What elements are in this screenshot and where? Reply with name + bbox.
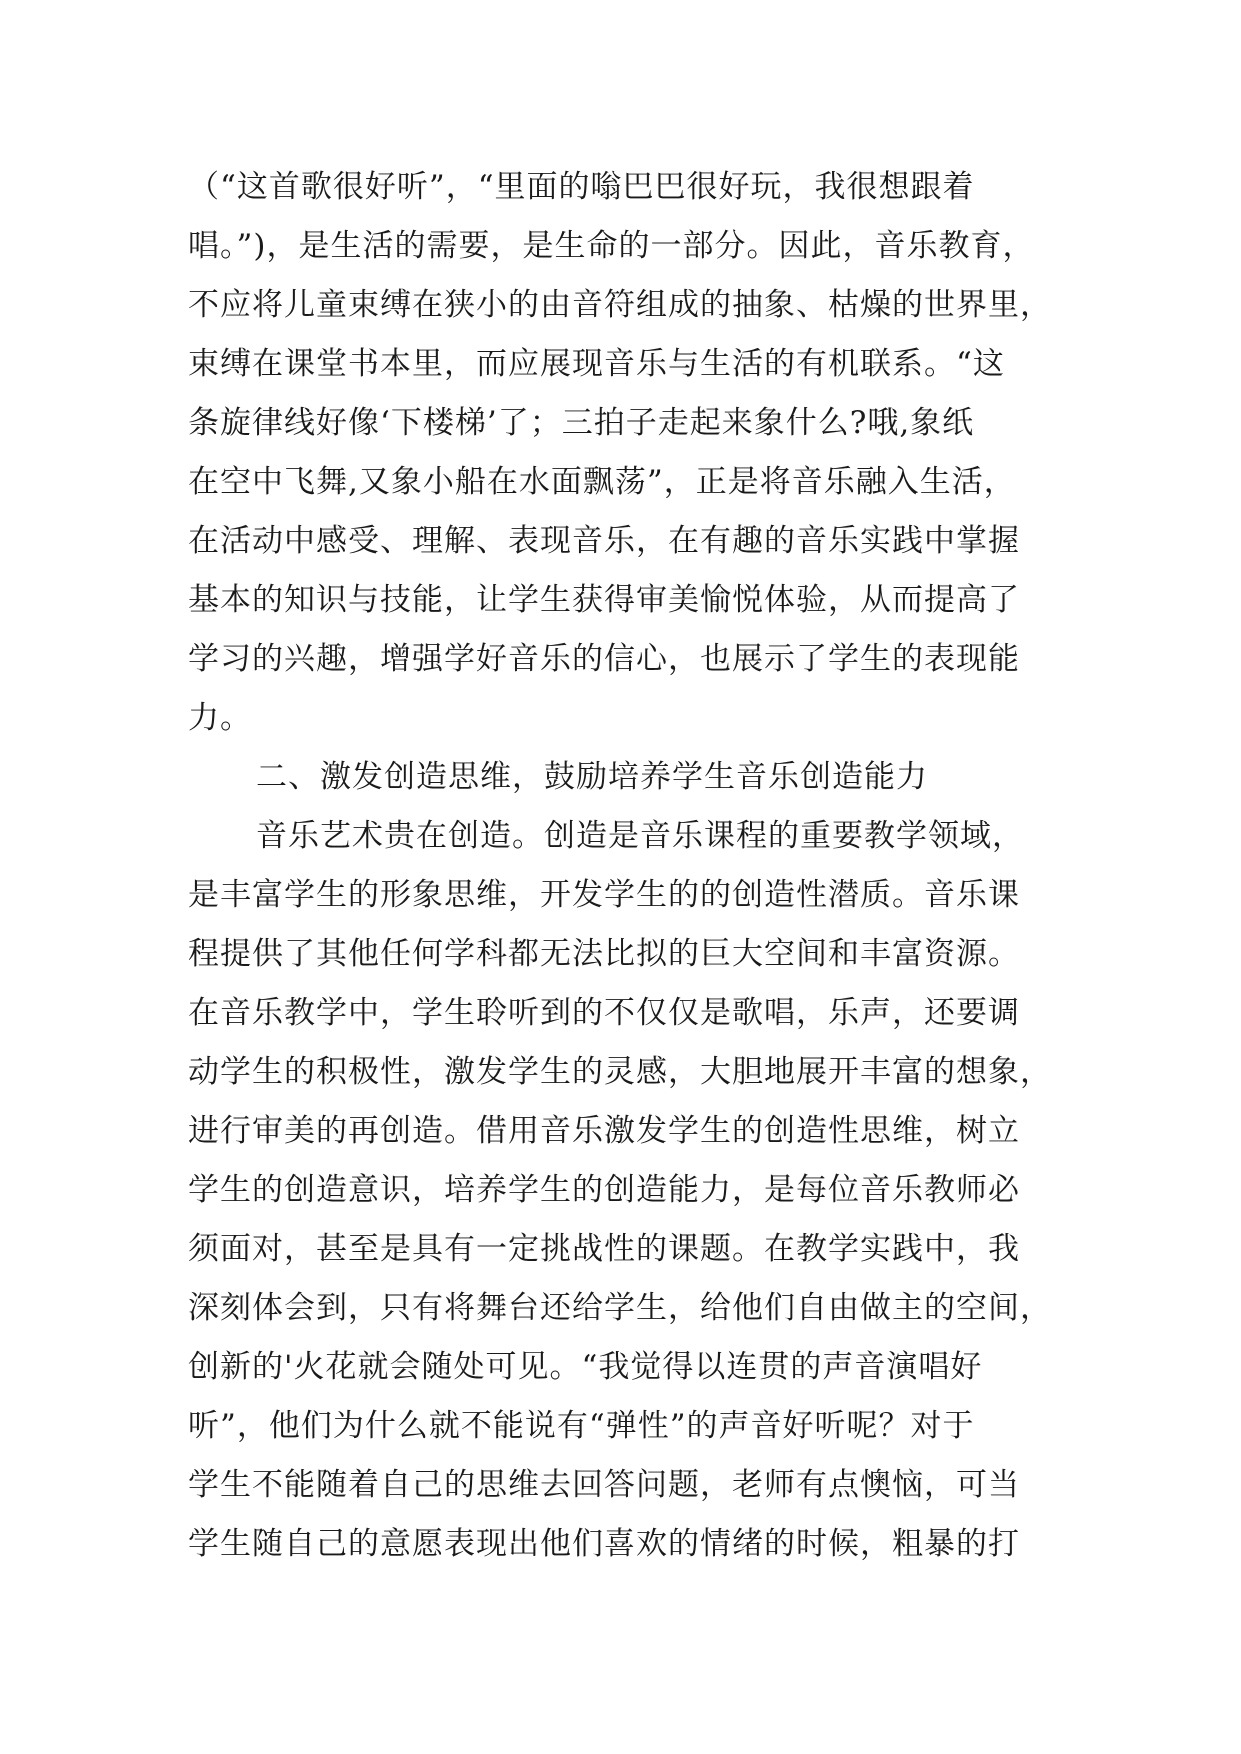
text-line: 基本的知识与技能，让学生获得审美愉悦体验，从而提高了 <box>188 582 1020 618</box>
text-line: 力。 <box>188 700 252 736</box>
text-line: 束缚在课堂书本里，而应展现音乐与生活的有机联系。“这 <box>188 346 1005 382</box>
text-line: 学习的兴趣，增强学好音乐的信心，也展示了学生的表现能 <box>188 641 1020 677</box>
text-line: 程提供了其他任何学科都无法比拟的巨大空间和丰富资源。 <box>188 936 1020 972</box>
text-line: 进行审美的再创造。借用音乐激发学生的创造性思维，树立 <box>188 1113 1020 1149</box>
text-line: 听”，他们为什么就不能说有“弹性”的声音好听呢？对于 <box>188 1408 975 1444</box>
section-heading: 二、激发创造思维，鼓励培养学生音乐创造能力 <box>256 759 928 795</box>
text-line: 音乐艺术贵在创造。创造是音乐课程的重要教学领域， <box>256 818 1024 854</box>
text-line: 条旋律线好像‘下楼梯’了；三拍子走起来象什么?哦,象纸 <box>188 405 975 441</box>
text-line: 学生随自己的意愿表现出他们喜欢的情绪的时候，粗暴的打 <box>188 1526 1020 1562</box>
text-line: 在活动中感受、理解、表现音乐，在有趣的音乐实践中掌握 <box>188 523 1020 559</box>
text-line: 在音乐教学中，学生聆听到的不仅仅是歌唱，乐声，还要调 <box>188 995 1020 1031</box>
text-line: （“这首歌很好听”，“里面的嗡巴巴很好玩，我很想跟着 <box>188 169 975 205</box>
text-line: 学生不能随着自己的思维去回答问题，老师有点懊恼，可当 <box>188 1467 1020 1503</box>
text-line: 不应将儿童束缚在狭小的由音符组成的抽象、枯燥的世界里， <box>188 287 1052 323</box>
text-line: 深刻体会到，只有将舞台还给学生，给他们自由做主的空间， <box>188 1290 1052 1326</box>
text-line: 创新的'火花就会随处可见。“我觉得以连贯的声音演唱好 <box>188 1349 983 1385</box>
text-line: 须面对，甚至是具有一定挑战性的课题。在教学实践中，我 <box>188 1231 1020 1267</box>
text-line: 动学生的积极性，激发学生的灵感，大胆地展开丰富的想象， <box>188 1054 1052 1090</box>
text-line: 学生的创造意识，培养学生的创造能力，是每位音乐教师必 <box>188 1172 1020 1208</box>
text-line: 是丰富学生的形象思维，开发学生的的创造性潜质。音乐课 <box>188 877 1020 913</box>
paragraph-2 <box>188 807 1060 1574</box>
document-page <box>188 158 1060 1574</box>
text-line: 在空中飞舞,又象小船在水面飘荡”，正是将音乐融入生活， <box>188 464 1016 500</box>
paragraph-1 <box>188 158 1060 748</box>
text-line: 唱。”)，是生活的需要，是生命的一部分。因此，音乐教育， <box>188 228 1035 264</box>
